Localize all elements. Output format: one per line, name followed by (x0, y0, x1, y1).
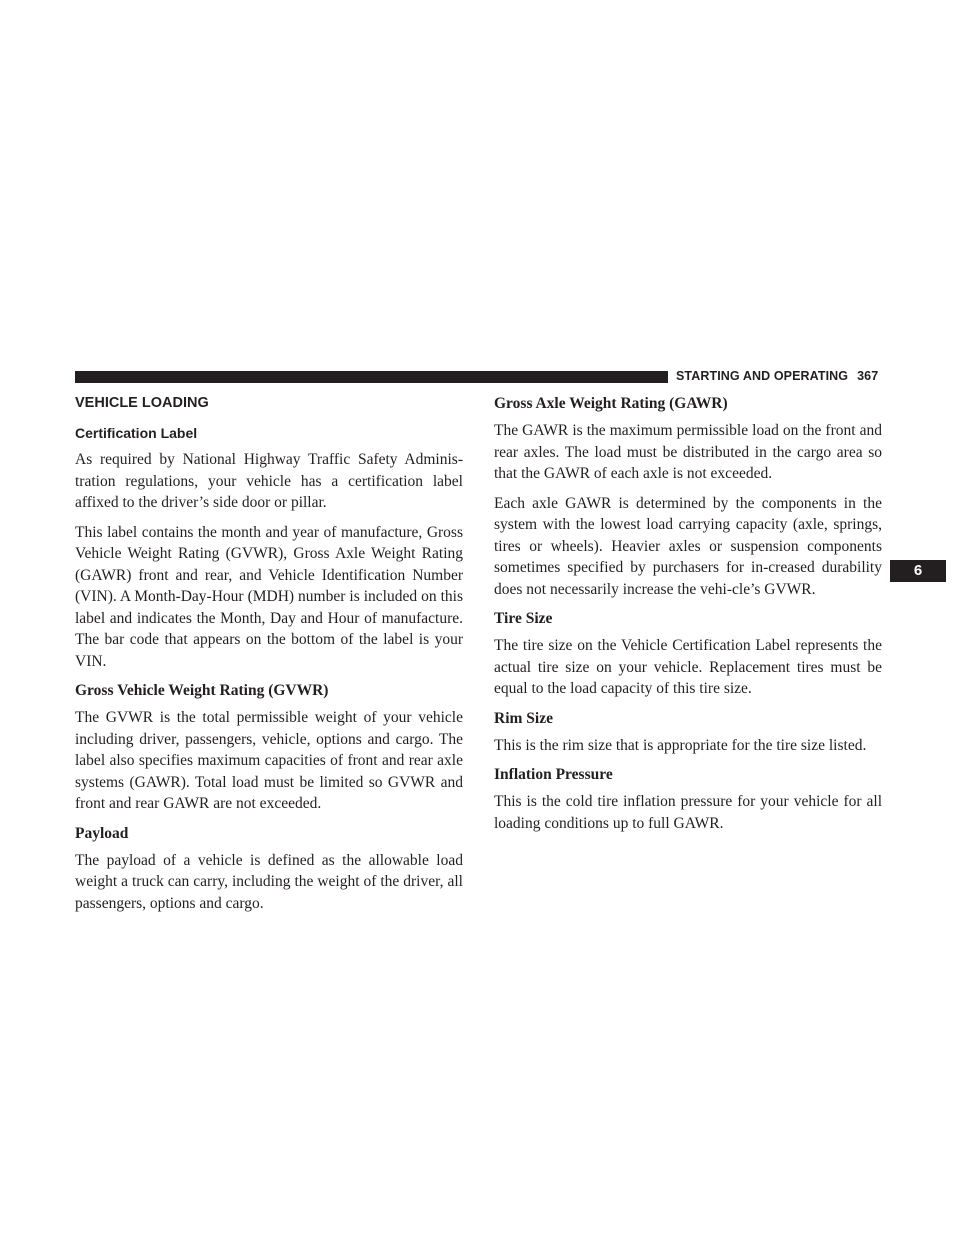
inflation-pressure-paragraph: This is the cold tire inflation pressure for your vehicle for all loading conditions up to full GAWR. (494, 793, 882, 832)
payload-heading: Payload (75, 824, 129, 842)
header-rule (75, 371, 668, 383)
certification-heading: Certification Label (75, 425, 198, 441)
certification-paragraph-1: As required by National Highway Traffic Safety Adminis-tration regulations, your vehicle has a certification label affixed to the driver’s side door or pillar. (75, 451, 463, 511)
gvwr-heading: Gross Vehicle Weight Rating (GVWR) (75, 682, 329, 699)
main-heading: VEHICLE LOADING (75, 395, 209, 411)
running-head (676, 369, 878, 383)
right-column (494, 393, 882, 842)
section-title: STARTING AND OPERATING (676, 369, 849, 383)
inflation-pressure-heading: Inflation Pressure (494, 766, 613, 783)
tire-size-paragraph: The tire size on the Vehicle Certification Label represents the actual tire size on your vehicle. Replacement tires must be equal to the load capacity of this tire size. (494, 637, 882, 697)
gawr-paragraph-2: Each axle GAWR is determined by the components in the system with the lowest load carrying capacity (axle, springs, tires or wheels). Heavier axles or suspension components sometimes specified by purchasers for in-creased durability does not necessarily increase the vehi-cle’s GVWR. (494, 494, 882, 598)
certification-paragraph-2: This label contains the month and year of manufacture, Gross Vehicle Weight Rating (GVWR), Gross Axle Weight Rating (GAWR) front and rear, and Vehicle Identification Number (VIN). A Month-Day-Hour (MDH) number is included on this label and indicates the Month, Day and Hour of manufacture. The bar code that appears on the bottom of the label is your VIN. (75, 523, 463, 670)
page-number: 367 (857, 369, 879, 383)
chapter-tab: 6 (890, 560, 946, 582)
tire-size-heading: Tire Size (494, 610, 553, 627)
gawr-heading: Gross Axle Weight Rating (GAWR) (494, 395, 728, 412)
rim-size-heading: Rim Size (494, 709, 553, 727)
rim-size-paragraph: This is the rim size that is appropriate for the tire size listed. (494, 736, 867, 754)
gawr-paragraph-1: The GAWR is the maximum permissible load on the front and rear axles. The load must be distributed in the cargo area so that the GAWR of each axle is not exceeded. (494, 422, 882, 482)
left-column (75, 393, 463, 922)
gvwr-paragraph: The GVWR is the total permissible weight of your vehicle including driver, passengers, vehicle, options and cargo. The label also specifies maximum capacities of front and rear axle systems (GAWR). Total load must be limited so GVWR and front and rear GAWR are not exceeded. (75, 709, 463, 812)
payload-paragraph: The payload of a vehicle is defined as the allowable load weight a truck can carry, including the weight of the driver, all passengers, options and cargo. (75, 851, 463, 912)
